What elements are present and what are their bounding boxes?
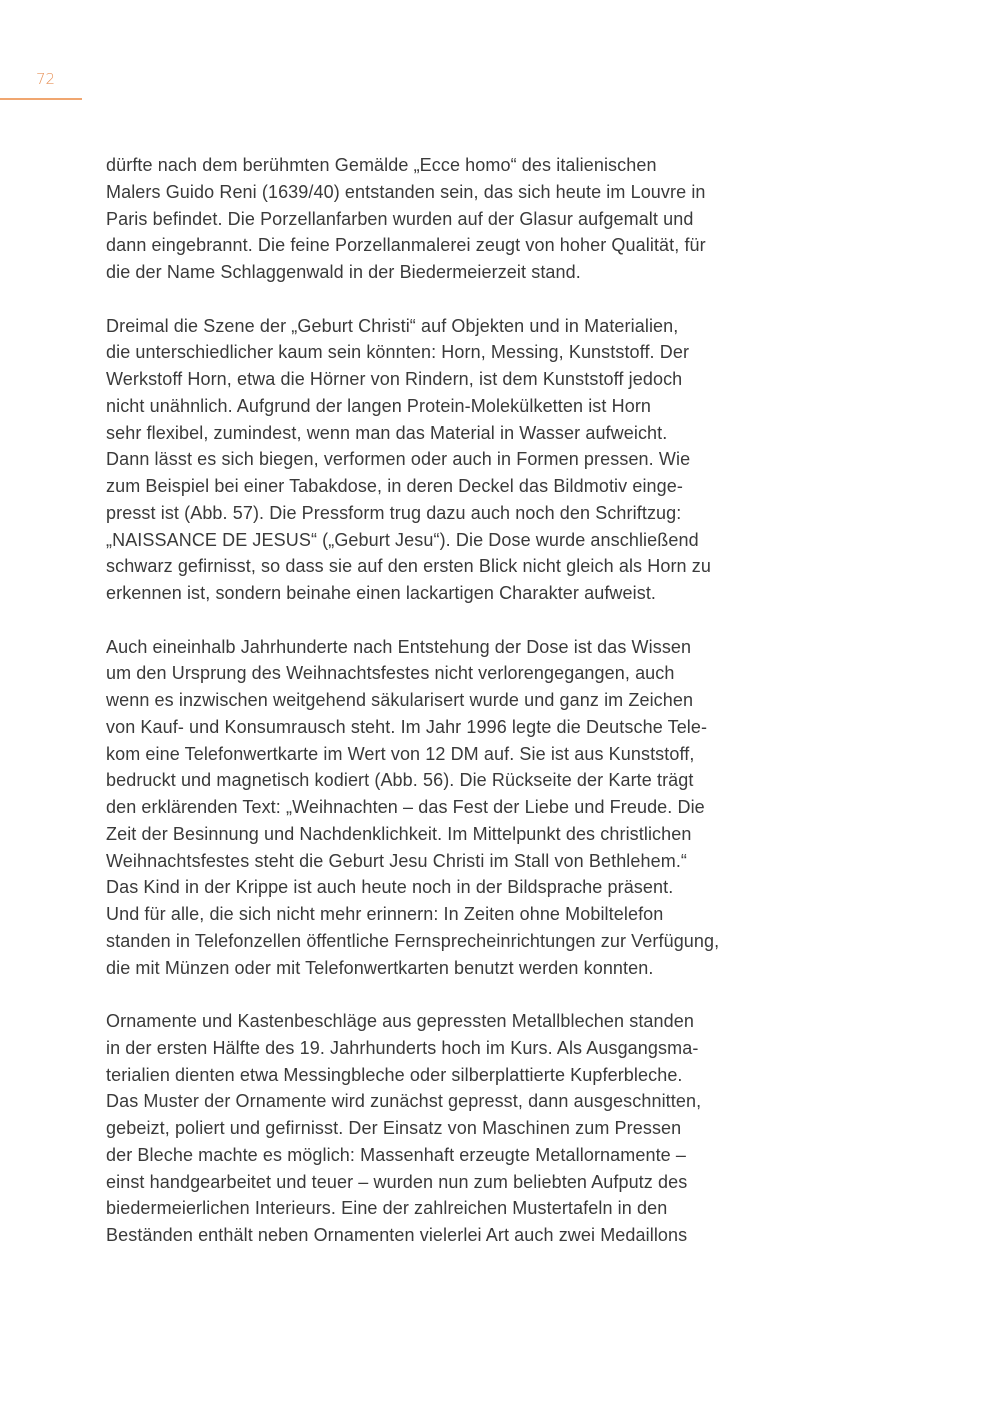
text-line: Weihnachtsfestes steht die Geburt Jesu Christi im Stall von Bethlehem.“ bbox=[106, 850, 688, 871]
text-line: „NAISSANCE DE JESUS“ („Geburt Jesu“). Die Dose wurde anschließend bbox=[106, 529, 699, 550]
text-line: presst ist (Abb. 57). Die Pressform trug dazu auch noch den Schriftzug: bbox=[106, 502, 682, 523]
text-line: standen in Telefonzellen öffentliche Fernsprecheinrichtungen zur Verfügung, bbox=[106, 930, 720, 951]
text-line: von Kauf- und Konsumrausch steht. Im Jahr 1996 legte die Deutsche Tele- bbox=[106, 716, 708, 737]
text-line: bedruckt und magnetisch kodiert (Abb. 56). Die Rückseite der Karte trägt bbox=[106, 770, 694, 791]
text-line: dann eingebrannt. Die feine Porzellanmalerei zeugt von hoher Qualität, für bbox=[106, 235, 706, 256]
text-line: erkennen ist, sondern beinahe einen lackartigen Charakter aufweist. bbox=[106, 583, 657, 603]
text-line: in der ersten Hälfte des 19. Jahrhunderts hoch im Kurs. Als Ausgangsma- bbox=[106, 1037, 699, 1058]
text-line: nicht unähnlich. Aufgrund der langen Protein-Molekülketten ist Horn bbox=[106, 395, 652, 416]
text-line: Paris befindet. Die Porzellanfarben wurden auf der Glasur aufgemalt und bbox=[106, 208, 694, 229]
text-line: biedermeierlichen Interieurs. Eine der zahlreichen Mustertafeln in den bbox=[106, 1198, 668, 1219]
text-line: Auch eineinhalb Jahrhunderte nach Entstehung der Dose ist das Wissen bbox=[106, 636, 692, 657]
text-line: kom eine Telefonwertkarte im Wert von 12 DM auf. Sie ist aus Kunststoff, bbox=[106, 743, 695, 764]
text-line: einst handgearbeitet und teuer – wurden nun zum beliebten Aufputz des bbox=[106, 1171, 688, 1192]
header-rule bbox=[0, 98, 82, 100]
text-line: um den Ursprung des Weihnachtsfestes nicht verlorengegangen, auch bbox=[106, 663, 675, 684]
text-line: Dreimal die Szene der „Geburt Christi“ auf Objekten und in Materialien, bbox=[106, 315, 679, 336]
text-line: Ornamente und Kastenbeschläge aus gepressten Metallblechen standen bbox=[106, 1011, 694, 1031]
paragraph bbox=[106, 634, 719, 982]
text-line: Und für alle, die sich nicht mehr erinnern: In Zeiten ohne Mobiltelefon bbox=[106, 904, 664, 924]
text-line: die der Name Schlaggenwald in der Biedermeierzeit stand. bbox=[106, 262, 581, 282]
text-line: wenn es inzwischen weitgehend säkularisert wurde und ganz im Zeichen bbox=[106, 690, 694, 710]
text-line: terialien dienten etwa Messingbleche oder silberplattierte Kupferbleche. bbox=[106, 1064, 683, 1085]
paragraph bbox=[106, 313, 719, 607]
text-line: gebeizt, poliert und gefirnisst. Der Einsatz von Maschinen zum Pressen bbox=[106, 1118, 682, 1138]
text-line: dürfte nach dem berühmten Gemälde „Ecce homo“ des italienischen bbox=[106, 155, 657, 175]
text-line: Werkstoff Horn, etwa die Hörner von Rindern, ist dem Kunststoff jedoch bbox=[106, 369, 683, 389]
text-line: schwarz gefirnisst, so dass sie auf den ersten Blick nicht gleich als Horn zu bbox=[106, 556, 711, 577]
text-line: die unterschiedlicher kaum sein könnten: Horn, Messing, Kunststoff. Der bbox=[106, 342, 690, 363]
text-line: den erklärenden Text: „Weihnachten – das Fest der Liebe und Freude. Die bbox=[106, 797, 705, 817]
page-number: 72 bbox=[36, 70, 56, 88]
paragraph bbox=[106, 152, 719, 286]
text-line: Das Kind in der Krippe ist auch heute noch in der Bildsprache präsent. bbox=[106, 877, 674, 898]
text-line: zum Beispiel bei einer Tabakdose, in deren Deckel das Bildmotiv einge- bbox=[106, 476, 683, 496]
body-text bbox=[106, 152, 719, 1276]
paragraph bbox=[106, 1008, 719, 1249]
text-line: Beständen enthält neben Ornamenten vielerlei Art auch zwei Medaillons bbox=[106, 1225, 688, 1245]
text-line: die mit Münzen oder mit Telefonwertkarten benutzt werden konnten. bbox=[106, 957, 654, 978]
text-line: Malers Guido Reni (1639/40) entstanden sein, das sich heute im Louvre in bbox=[106, 181, 706, 202]
text-line: Das Muster der Ornamente wird zunächst gepresst, dann ausgeschnitten, bbox=[106, 1091, 702, 1112]
text-line: Zeit der Besinnung und Nachdenklichkeit. Im Mittelpunkt des christlichen bbox=[106, 823, 692, 844]
text-line: Dann lässt es sich biegen, verformen oder auch in Formen pressen. Wie bbox=[106, 449, 691, 470]
text-line: der Bleche machte es möglich: Massenhaft erzeugte Metallornamente – bbox=[106, 1144, 687, 1165]
text-line: sehr flexibel, zumindest, wenn man das Material in Wasser aufweicht. bbox=[106, 422, 668, 443]
